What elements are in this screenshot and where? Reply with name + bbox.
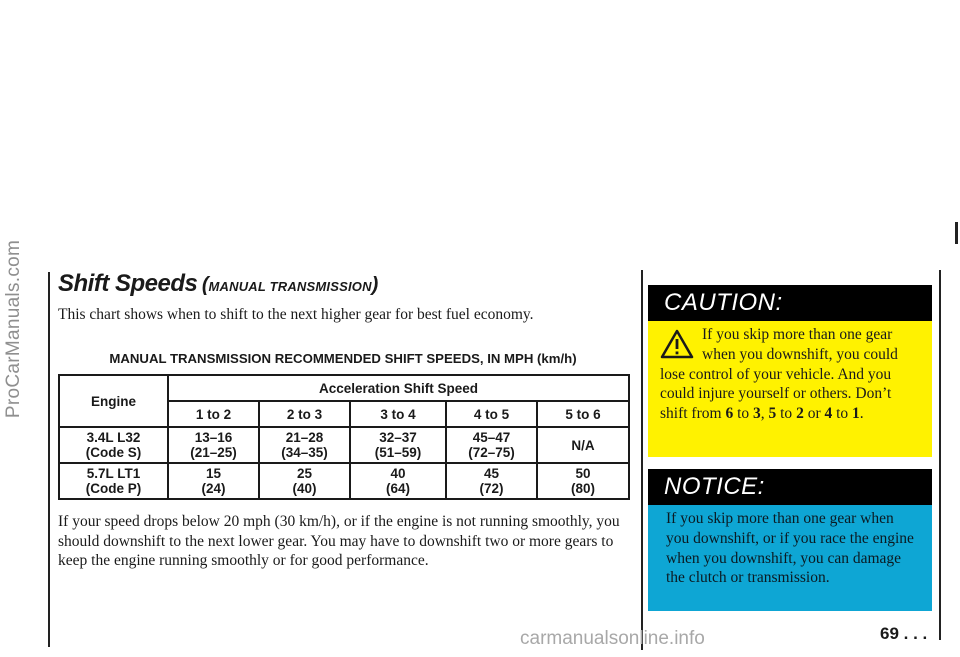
caution-header-text: CAUTION:	[664, 289, 783, 316]
gear-number: 2	[796, 405, 804, 423]
caution-body	[648, 321, 932, 457]
gear-number: 6	[725, 405, 734, 423]
section-subtitle: MANUAL TRANSMISSION	[208, 279, 372, 294]
column-header: 2 to 3	[286, 406, 323, 422]
downshift-paragraph: If your speed drops below 20 mph (30 km/h), or if the engine is not running smoothly, you should downshift to the next lower gear. You may have to downshift two or more gears to keep the engine running smoothly or for good performance.	[58, 513, 620, 569]
speed-cell: 45–47 (72–75)	[468, 430, 515, 460]
notice-box	[648, 469, 932, 611]
column-header: 5 to 6	[565, 406, 601, 422]
left-margin-rule	[48, 272, 50, 647]
caution-text: .	[859, 405, 864, 423]
right-margin-rule	[939, 270, 941, 640]
speed-cell: 15 (24)	[201, 466, 226, 496]
column-header: 4 to 5	[473, 406, 510, 422]
speed-cell: 40 (64)	[385, 466, 410, 496]
engine-cell: 5.7L LT1 (Code P)	[85, 466, 142, 496]
speed-cell: 13–16 (21–25)	[190, 430, 237, 460]
shift-speed-table	[58, 374, 630, 500]
engine-cell: 3.4L L32 (Code S)	[85, 430, 142, 460]
acceleration-header: Acceleration Shift Speed	[318, 380, 479, 396]
gear-number: 5	[768, 405, 777, 423]
warning-triangle-icon	[660, 329, 694, 359]
watermark-vertical	[2, 0, 26, 657]
speed-cell: 45 (72)	[479, 466, 504, 496]
caution-text: or	[803, 405, 825, 423]
column-header: 1 to 2	[195, 406, 232, 422]
caution-text: to	[733, 405, 753, 423]
column-rule	[641, 270, 643, 650]
engine-header: Engine	[90, 393, 136, 409]
watermark-footer: carmanualsonline.info	[520, 628, 705, 649]
table-title: MANUAL TRANSMISSION RECOMMENDED SHIFT SPEEDS, IN MPH (km/h)	[109, 351, 577, 366]
edge-mark	[955, 222, 958, 244]
caution-header	[648, 285, 932, 321]
section-title-main: Shift Speeds	[58, 270, 198, 297]
intro-text: This chart shows when to shift to the next higher gear for best fuel economy.	[58, 306, 534, 323]
caution-text: to	[832, 405, 853, 423]
caution-text: ,	[760, 405, 769, 423]
page-number: 69 . . .	[880, 624, 928, 643]
gear-number: 1	[852, 405, 860, 423]
speed-cell: 25 (40)	[292, 466, 317, 496]
notice-text: If you skip more than one gear when you downshift, or if you race the engine when you downshift, you can damage the clutch or transmission.	[666, 510, 914, 587]
gear-number: 4	[824, 405, 833, 423]
section-subtitle-open: (	[201, 274, 209, 296]
gear-number: 3	[753, 405, 761, 423]
watermark-vertical-text: ProCarManuals.com	[3, 239, 24, 418]
speed-cell: 21–28 (34–35)	[281, 430, 328, 460]
caution-text: to	[776, 405, 797, 423]
notice-header-text: NOTICE:	[664, 473, 765, 500]
section-title	[58, 270, 378, 298]
speed-cell: 32–37 (51–59)	[374, 430, 422, 460]
speed-cell: 50 (80)	[570, 466, 595, 496]
notice-header	[648, 469, 932, 505]
column-header: 3 to 4	[380, 406, 416, 422]
notice-body	[648, 505, 932, 611]
speed-cell: N/A	[571, 437, 595, 453]
caution-box	[648, 285, 932, 457]
section-subtitle-close: )	[371, 274, 379, 296]
caution-text: If you skip more than one gear when you downshift, you could lose control of your vehicle. And you could injure yourself or others. Don’t shift from	[660, 326, 898, 423]
